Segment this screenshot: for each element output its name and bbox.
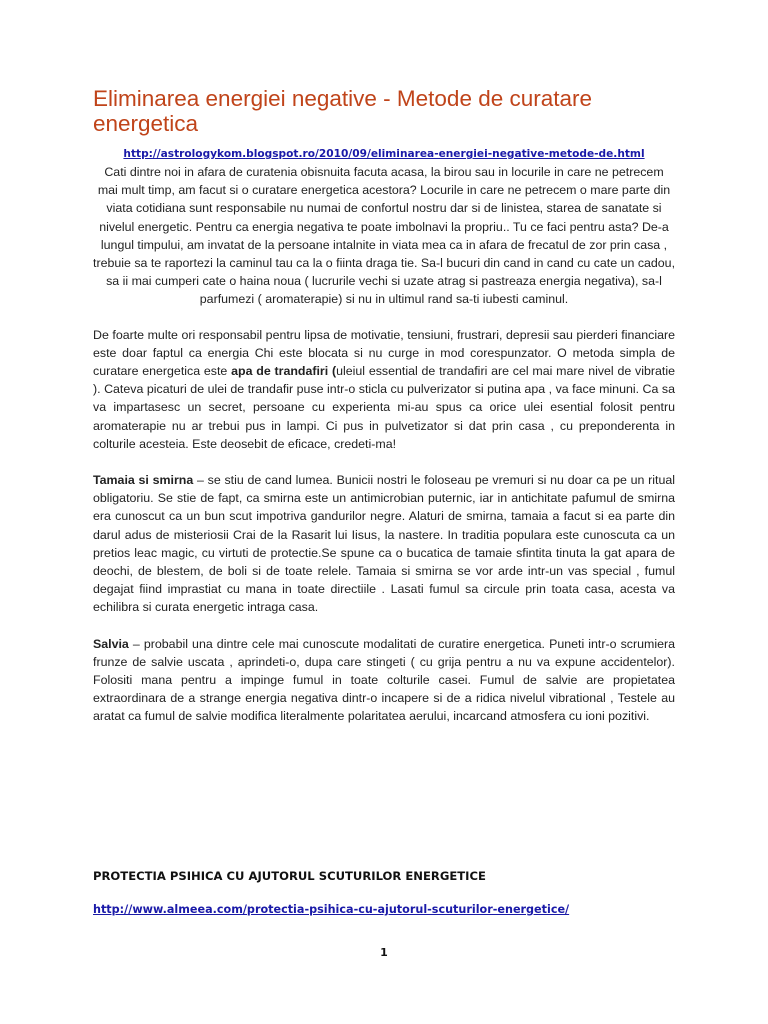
paragraph-sage [93,635,675,726]
paragraph-text: De foarte multe ori responsabil pentru lipsa de motivatie, tensiuni, frustrari, depresii sau pierderi financiare este doar faptul ca energia Chi este blocata si nu curge in mod corespunzator. O metoda simpla de curatare energetica este [93,327,675,379]
intro-paragraph: Cati dintre noi in afara de curatenia obisnuita facuta acasa, la birou sau in locurile in care ne petrecem mai mult timp, am facut si o curatare energetica acestora? Locurile in care ne petrecem o mare parte din viata cotidiana sunt responsabile nu numai de confortul nostru dar si de linistea, starea de sanatate si nivelul energetic. Pentru ca energia negativa te poate imbolnavi la propriu.. Tu ce faci pentru asta? De-a lungul timpului, am invatat de la persoane intalnite in viata mea ca in afara de frecatul de zor prin casa , trebuie sa te raportezi la caminul tau ca la o fiinta draga tie. Sa-l bucuri din cand in cand cu cate un cadou, sa ii mai cumperi cate o haina noua ( lucrurile vechi si uzate atrag si pastreaza energia negativa), sa-l parfumezi ( aromaterapie) si nu in ultimul rand sa-ti iubesti caminul. [93,165,676,307]
page-title: Eliminarea energiei negative - Metode de curatare energetica [93,86,593,136]
section-heading: PROTECTIA PSIHICA CU AJUTORUL SCUTURILOR ENERGETICE [93,869,486,883]
bold-term-incense: Tamaia si smirna [93,473,194,488]
bold-term-rose-water: apa de trandafiri ( [231,364,337,379]
paragraph-text: uleiul essential de trandafiri are cel mai mare nivel de vibratie ). Cateva picaturi de ulei de trandafir puse intr-o sticla cu pulverizator si putina apa , va face minuni. Ca sa va impartasesc un secret, persoane cu experienta mi-au spus ca orice ulei esential folosit pentru aromaterapie nu ar trebui pus in lampi. Ci pus in pulvetizator si dat prin casa , cu preponderenta in colturile acesteia. Este deosebit de eficace, credeti-ma! [93,364,675,451]
paragraph-text: – se stiu de cand lumea. Bunicii nostri le foloseau pe vremuri si nu doar ca pe un ritual obligatoriu. Se stie de fapt, ca smirna este un antimicrobian puternic, iar in antichitate pafumul de smirna era cunoscut ca un bun scut impotriva gandurilor negre. Alaturi de smirna, tamaia a facut si ea parte din darul adus de misteriosii Crai de la Rasarit lui Iisus, la nastere. In traditia populara este cunoscuta ca un pretios leac magic, cu virtuti de protectie.Se spune ca o bucatica de tamaie sfintita tinuta la gat apara de deochi, de blestem, de boli si de toate relele. Tamaia si smirna se vor arde intr-un vas special , fumul degajat fiind imprastiat cu mana in toate directiile . Lasati fumul sa circule prin toata casa, acesta va echilibra si curata energetic intraga casa. [93,473,675,615]
document-body [93,86,675,726]
paragraph-rose-water [93,326,675,453]
section-link[interactable]: http://www.almeea.com/protectia-psihica-cu-ajutorul-scuturilor-energetice/ [93,903,570,916]
bold-term-sage: Salvia [93,636,129,651]
source-link[interactable]: http://astrologykom.blogspot.ro/2010/09/eliminarea-energiei-negative-metode-de.html [123,148,645,160]
paragraph-text: – probabil una dintre cele mai cunoscute modalitati de curatire energetica. Puneti intr-o scrumiera frunze de salvie uscata , aprindeti-o, dupa care stingeti ( cu grija pentru a nu va expune accidentelor). Folositi mana pentru a impinge fumul in toate colturile casei. Fumul de salvie are propietatea extraordinara de a strange energia negativa dintr-o incapere si de a ridica nivelul vibrational , Testele au aratat ca fumul de salvie modifica literalmente polaritatea aerului, incarcand atmosfera cu ioni pozitivi. [93,636,675,724]
page-number: 1 [380,946,388,959]
paragraph-incense-myrrh [93,471,675,617]
